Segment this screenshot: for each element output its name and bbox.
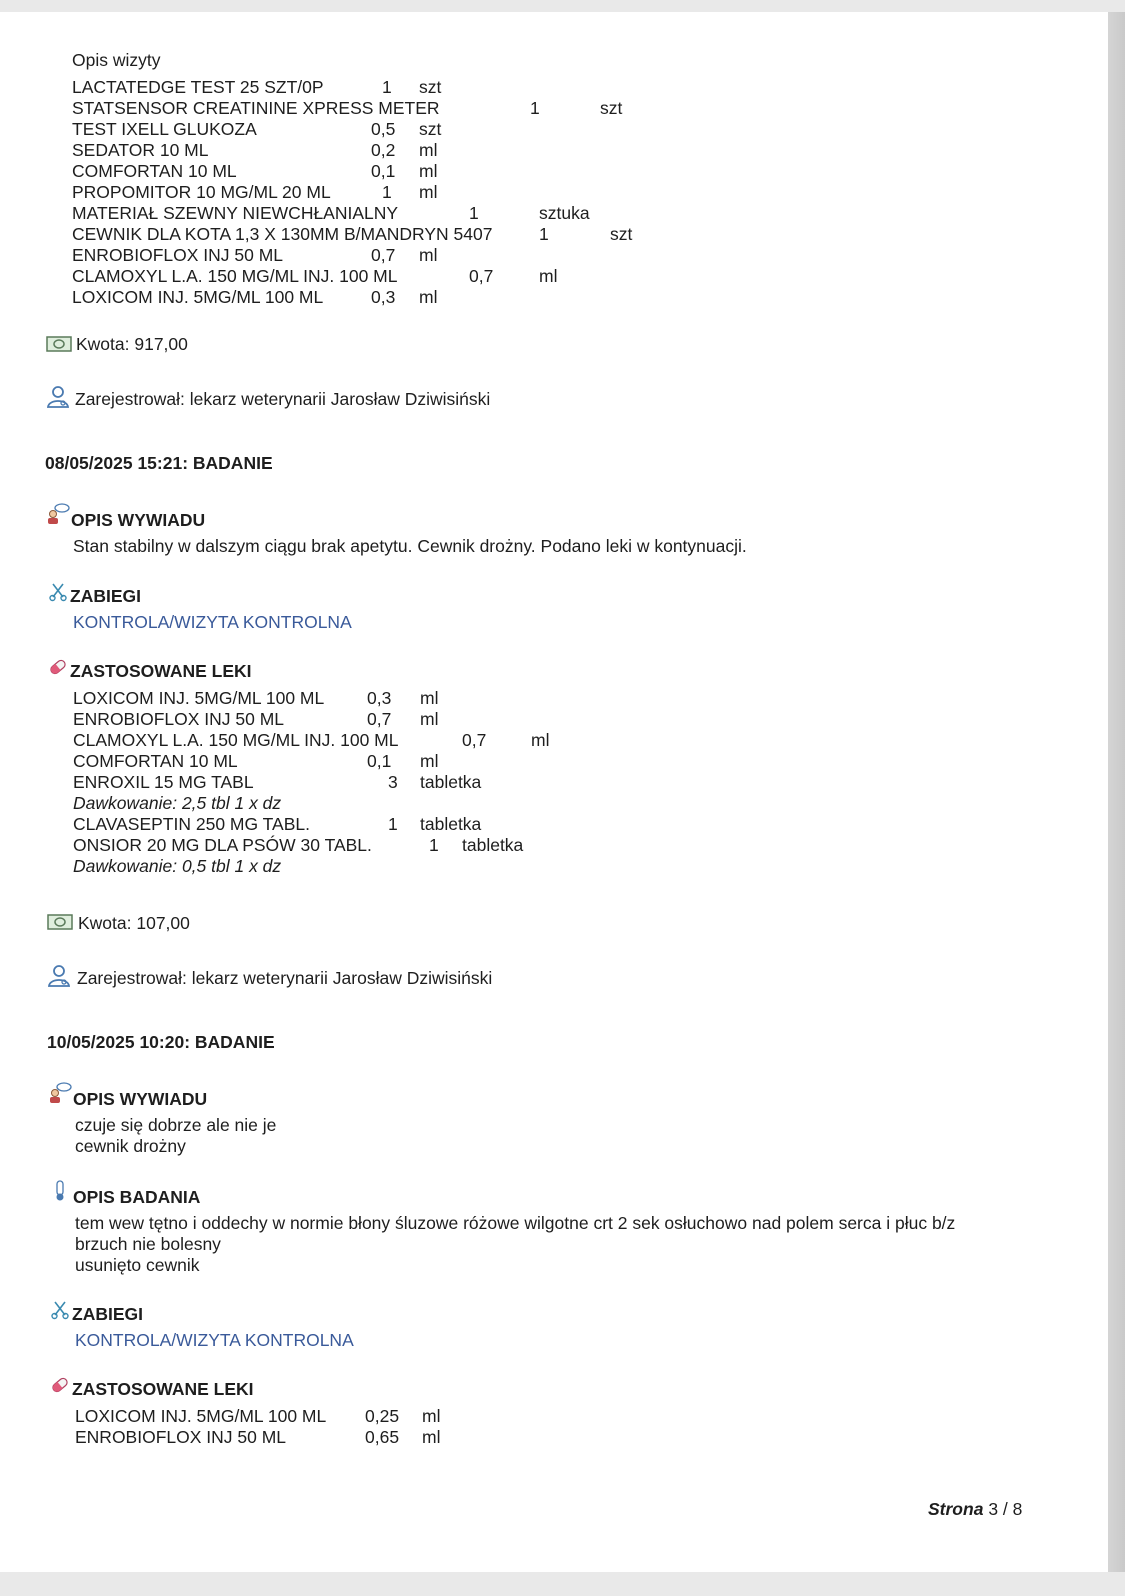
visit-title: 10/05/2025 10:20: BADANIE xyxy=(47,1032,275,1052)
dosage-note: Dawkowanie: 2,5 tbl 1 x dz xyxy=(73,793,282,813)
exam-line: brzuch nie bolesny xyxy=(75,1234,221,1254)
pill-icon xyxy=(50,1375,70,1395)
visit-title: 08/05/2025 15:21: BADANIE xyxy=(45,453,273,473)
procedures-heading: ZABIEGI xyxy=(72,1304,143,1324)
drugs-heading: ZASTOSOWANE LEKI xyxy=(72,1379,254,1399)
doctor-icon xyxy=(46,385,70,409)
page-edge-shadow xyxy=(1108,12,1125,1572)
page-number xyxy=(928,1499,1022,1520)
amount-text: Kwota: 917,00 xyxy=(76,334,188,354)
procedure-link[interactable]: KONTROLA/WIZYTA KONTROLNA xyxy=(75,1330,354,1350)
interview-icon xyxy=(46,503,70,525)
money-icon xyxy=(46,335,72,353)
scissors-icon xyxy=(48,582,68,602)
interview-line: czuje się dobrze ale nie je xyxy=(75,1115,277,1135)
interview-icon xyxy=(48,1082,72,1104)
drugs-heading: ZASTOSOWANE LEKI xyxy=(70,661,252,681)
page-label: Strona xyxy=(928,1499,984,1519)
exam-heading: OPIS BADANIA xyxy=(73,1187,201,1207)
interview-heading: OPIS WYWIADU xyxy=(73,1089,208,1109)
exam-line: tem wew tętno i oddechy w normie błony śluzowe różowe wilgotne crt 2 sek osłuchowo nad polem serca i płuc b/z xyxy=(75,1213,956,1233)
interview-heading: OPIS WYWIADU xyxy=(71,510,206,530)
visit-description-heading: Opis wizyty xyxy=(72,50,161,70)
thermometer-icon xyxy=(53,1180,67,1202)
page-total: / 8 xyxy=(1002,1499,1023,1519)
interview-text: Stan stabilny w dalszym ciągu brak apetytu. Cewnik drożny. Podano leki w kontynuacji. xyxy=(73,536,747,556)
registered-by: Zarejestrował: lekarz weterynarii Jarosław Dziwisiński xyxy=(75,389,491,409)
procedures-heading: ZABIEGI xyxy=(70,586,141,606)
registered-by: Zarejestrował: lekarz weterynarii Jarosław Dziwisiński xyxy=(77,968,493,988)
doctor-icon xyxy=(47,964,71,988)
dosage-note: Dawkowanie: 0,5 tbl 1 x dz xyxy=(73,856,282,876)
money-icon xyxy=(47,913,73,931)
page-current: 3 xyxy=(988,1499,999,1519)
pill-icon xyxy=(48,657,68,677)
scissors-icon xyxy=(50,1300,70,1320)
amount-text: Kwota: 107,00 xyxy=(78,913,190,933)
procedure-link[interactable]: KONTROLA/WIZYTA KONTROLNA xyxy=(73,612,352,632)
interview-line: cewnik drożny xyxy=(75,1136,186,1156)
exam-line: usunięto cewnik xyxy=(75,1255,200,1275)
